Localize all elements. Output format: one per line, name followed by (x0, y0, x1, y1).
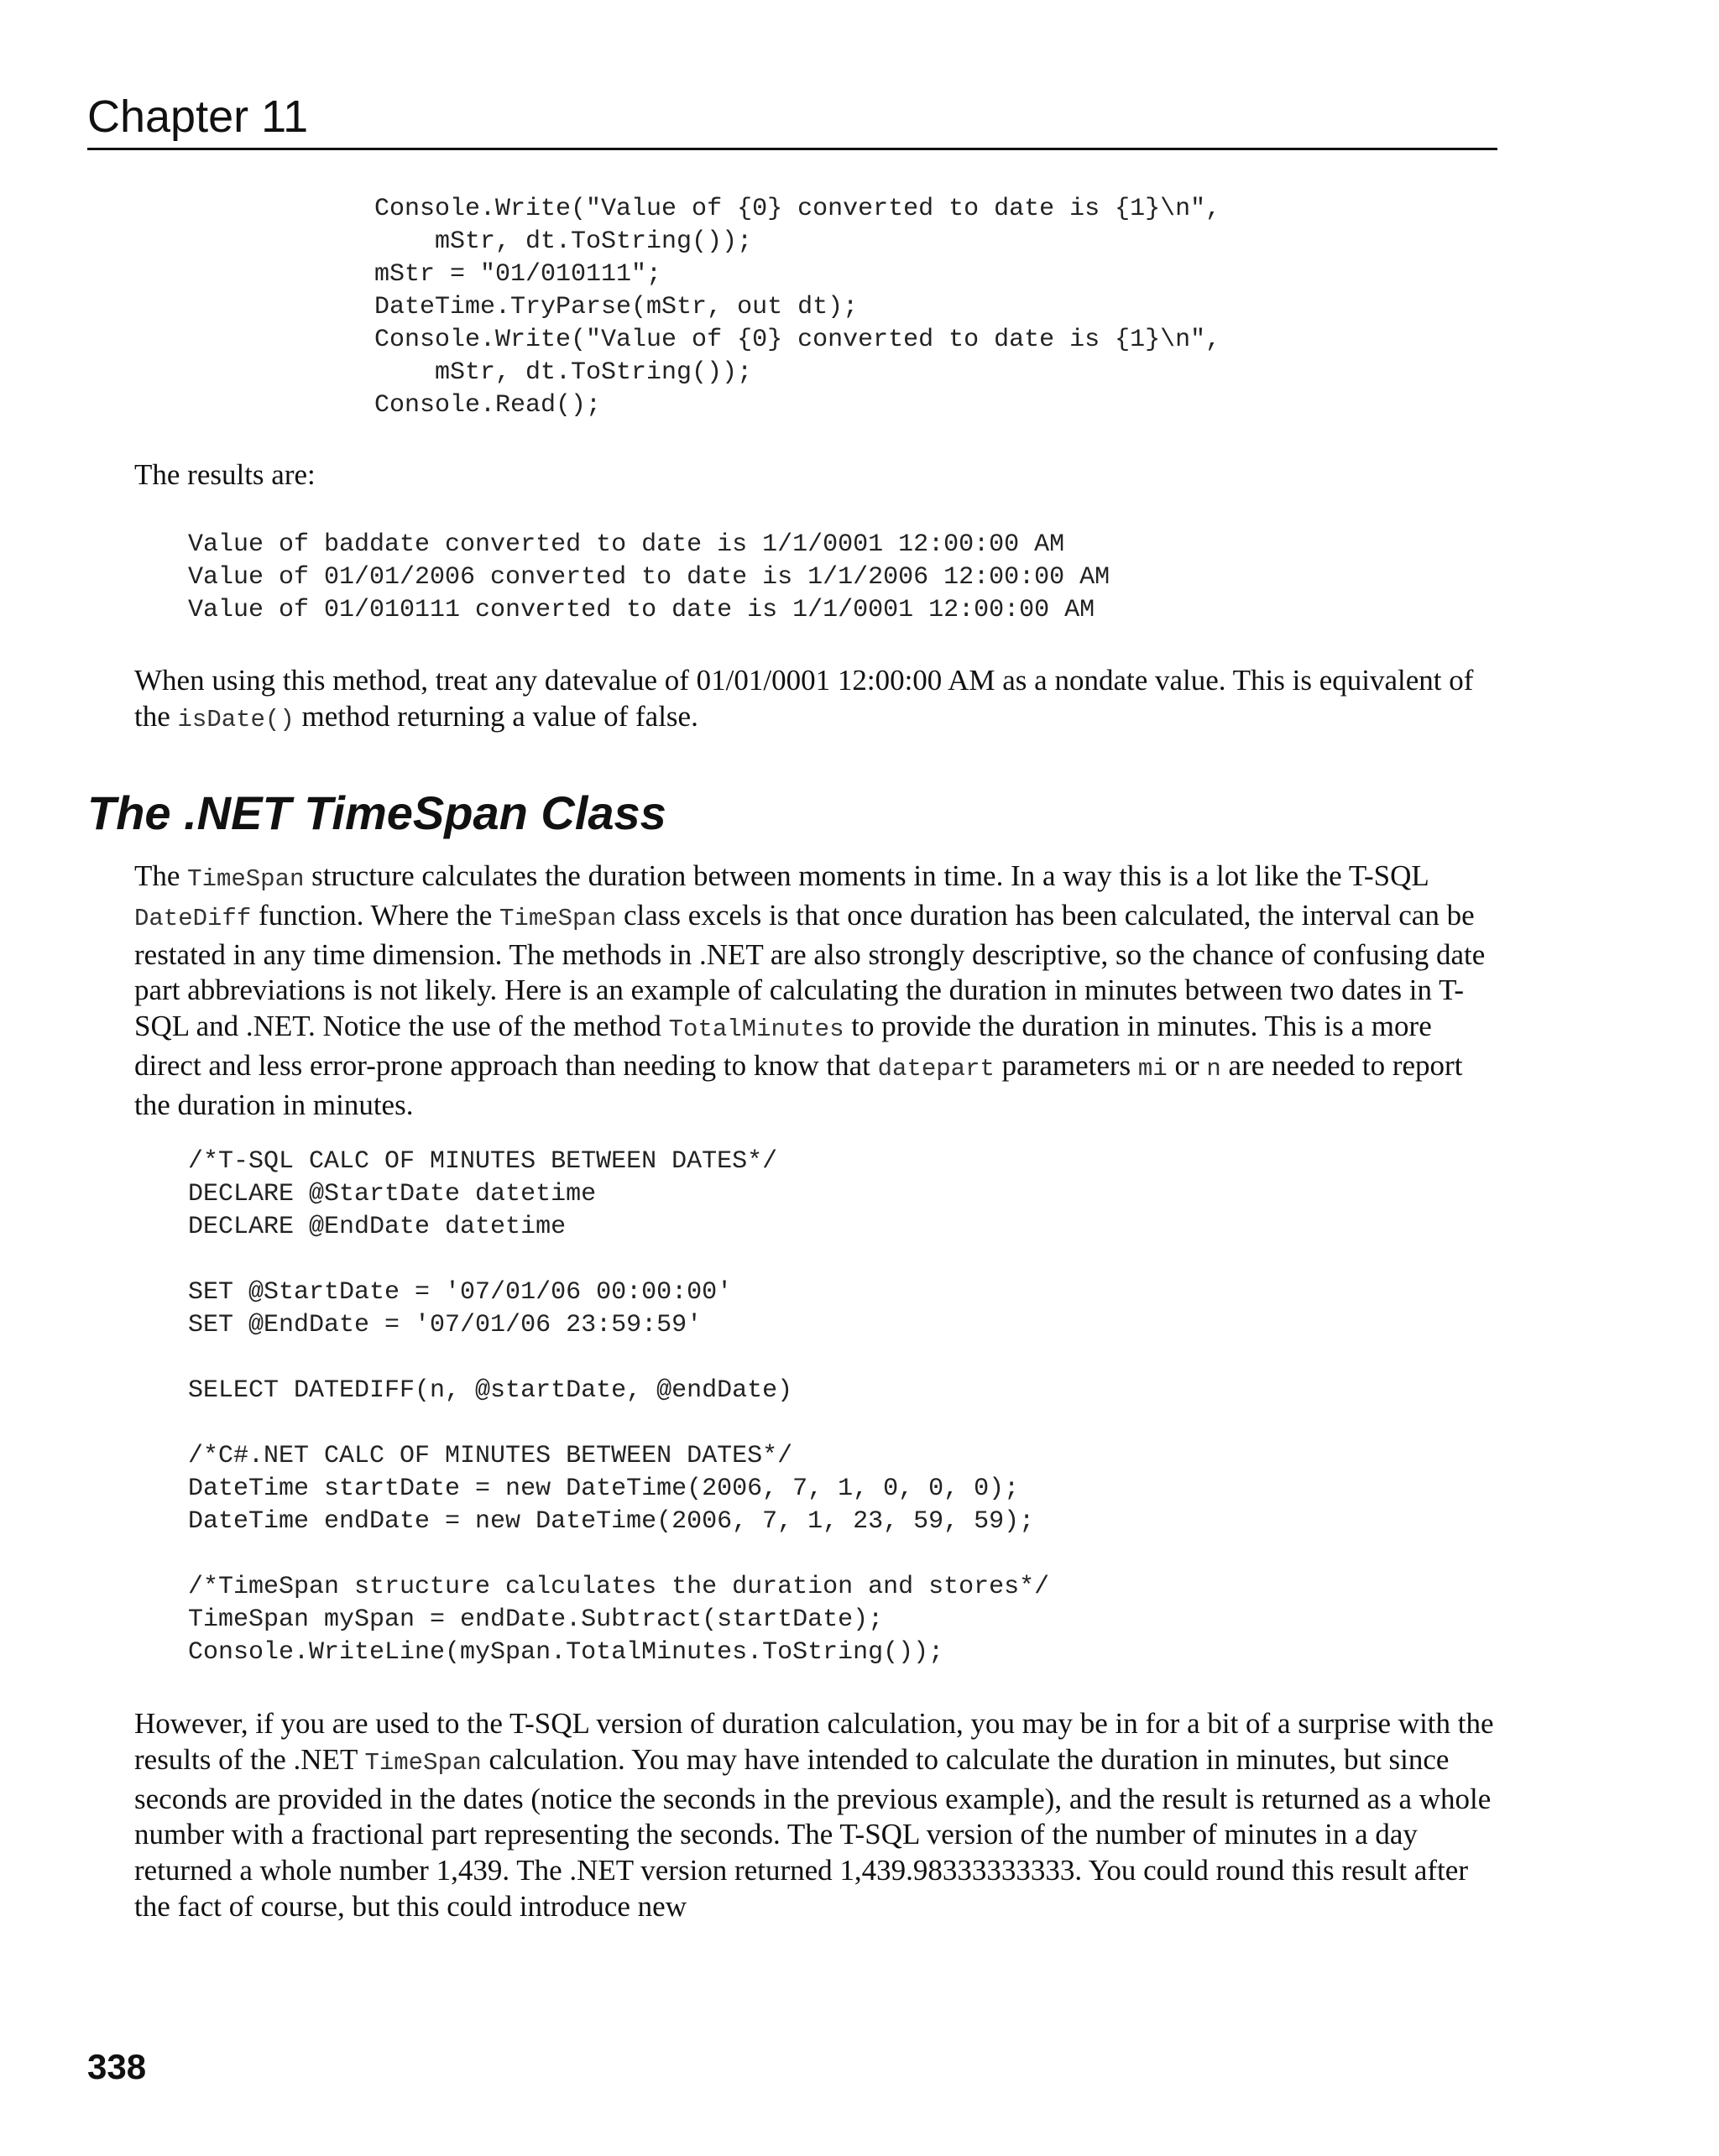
inline-code: DateDiff (134, 904, 252, 932)
inline-code: n (1206, 1054, 1221, 1083)
code-block-tryparse (374, 193, 1220, 422)
output-line: Value of baddate converted to date is 1/1/0001 12:00:00 AM (188, 530, 1065, 559)
results-output-block (188, 529, 1110, 627)
code-block-minutes (188, 1146, 1049, 1669)
code-line: SET @StartDate = '07/01/06 00:00:00' (188, 1278, 733, 1307)
code-line: Console.Write("Value of {0} converted to date is {1}\n", (374, 326, 1221, 354)
paragraph-however: However, if you are used to the T-SQL version of duration calculation, you may be in for a bit of a surprise with the results of the .NET TimeSpan calculation. You may have intended to calculate the duration in minutes, but since seconds are provided in the dates (notice the seconds in the previous example), and the result is returned as a whole number with a fractional part representing the seconds. The T-SQL version of the number of minutes in a day returned a whole number 1,439. The .NET version returned 1,439.98333333333. You could round this result after the fact of course, but this could introduce new (134, 1707, 1494, 1923)
code-line: DateTime startDate = new DateTime(2006, 7, 1, 0, 0, 0); (188, 1475, 1020, 1503)
output-line: Value of 01/01/2006 converted to date is 1/1/2006 12:00:00 AM (188, 563, 1110, 592)
code-line: Console.WriteLine(mySpan.TotalMinutes.ToString()); (188, 1638, 944, 1667)
code-line: mStr, dt.ToString()); (374, 358, 753, 387)
code-line: /*T-SQL CALC OF MINUTES BETWEEN DATES*/ (188, 1147, 778, 1176)
output-line: Value of 01/010111 converted to date is 1/1/0001 12:00:00 AM (188, 596, 1095, 624)
paragraph-nondate: When using this method, treat any datevalue of 01/01/0001 12:00:00 AM as a nondate value. This is equivalent of the isDate() method returning a value of false. (134, 664, 1474, 733)
inline-code: TotalMinutes (668, 1015, 844, 1044)
paragraph-timespan: The TimeSpan structure calculates the duration between moments in time. In a way this is a lot like the T-SQL DateDiff function. Where the TimeSpan class excels is that once duration has been calculated, the interval can be restated in any time dimension. The methods in .NET are also strongly descriptive, so the chance of confusing date part abbreviations is not likely. Here is an example of calculating the duration in minutes between two dates in T-SQL and .NET. Notice the use of the method TotalMinutes to provide the duration in minutes. This is a more direct and less error-prone approach than needing to know that datepart parameters mi or n are needed to report the duration in minutes. (134, 859, 1486, 1121)
page-number: 338 (87, 2047, 147, 2086)
inline-code: TimeSpan (499, 904, 617, 932)
code-line: mStr, dt.ToString()); (374, 227, 753, 256)
code-line: SET @EndDate = '07/01/06 23:59:59' (188, 1311, 703, 1339)
code-line: Console.Write("Value of {0} converted to date is {1}\n", (374, 195, 1221, 223)
code-line: DECLARE @StartDate datetime (188, 1180, 597, 1209)
code-line: Console.Read(); (374, 391, 602, 420)
code-line: SELECT DATEDIFF(n, @startDate, @endDate) (188, 1376, 793, 1405)
chapter-header (87, 87, 1497, 150)
chapter-title: Chapter 11 (87, 91, 309, 142)
code-line: DECLARE @EndDate datetime (188, 1213, 567, 1241)
code-line: mStr = "01/010111"; (374, 260, 662, 289)
code-line: /*TimeSpan structure calculates the duration and stores*/ (188, 1573, 1050, 1601)
inline-code: datepart (877, 1054, 995, 1083)
code-line: TimeSpan mySpan = endDate.Subtract(startDate); (188, 1605, 884, 1634)
results-intro: The results are: (134, 458, 316, 491)
inline-code: mi (1137, 1054, 1168, 1083)
code-line: DateTime.TryParse(mStr, out dt); (374, 293, 859, 321)
section-title: The .NET TimeSpan Class (87, 786, 666, 839)
code-line: /*C#.NET CALC OF MINUTES BETWEEN DATES*/ (188, 1442, 793, 1470)
code-line: DateTime endDate = new DateTime(2006, 7, 1, 23, 59, 59); (188, 1507, 1035, 1536)
inline-code: isDate() (177, 705, 295, 733)
inline-code: TimeSpan (364, 1748, 482, 1777)
inline-code: TimeSpan (187, 865, 305, 893)
